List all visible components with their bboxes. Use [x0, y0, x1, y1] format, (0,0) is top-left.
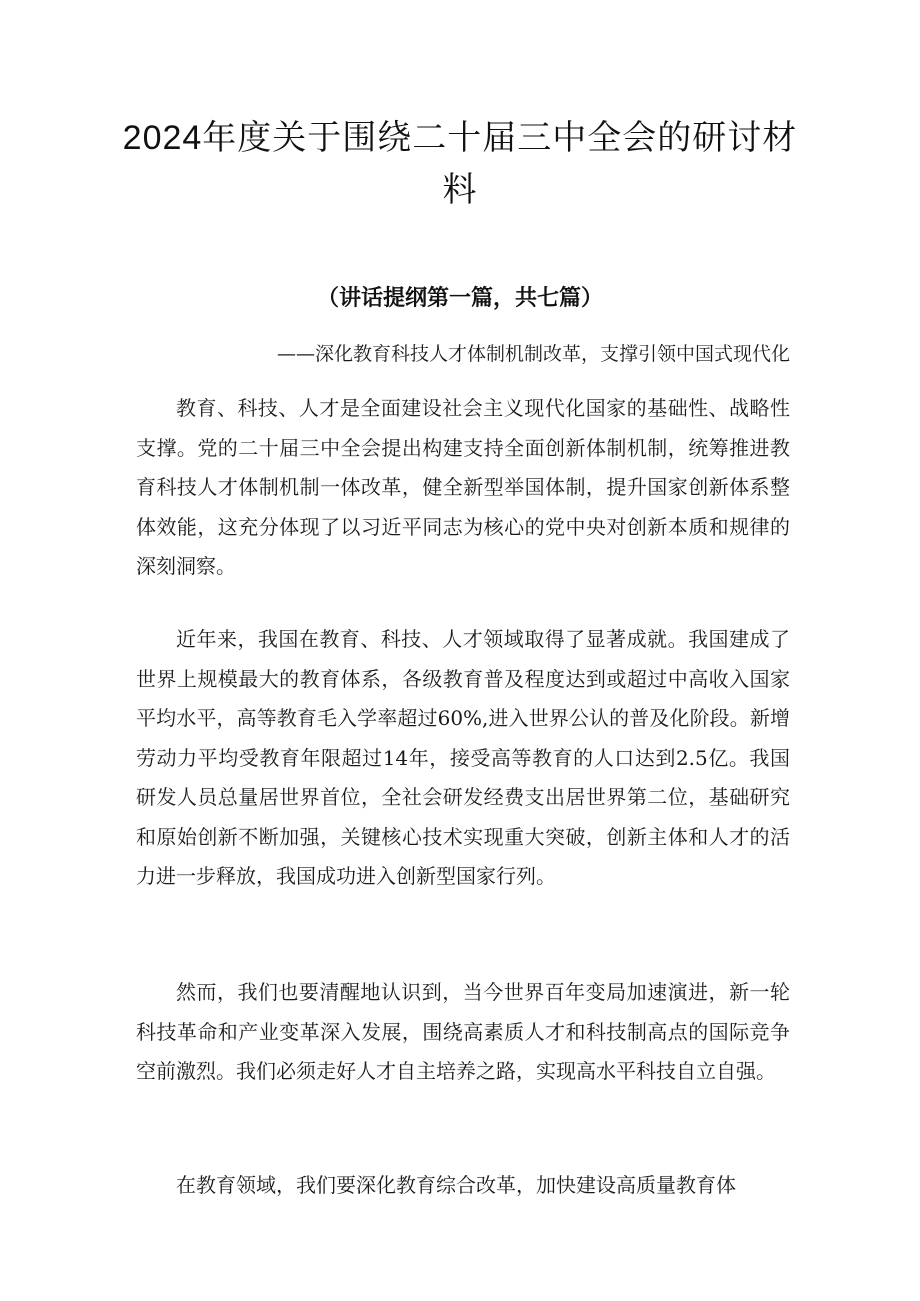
body-paragraph-4: 在教育领域，我们要深化教育综合改革，加快建设高质量教育体	[176, 1173, 736, 1197]
body-paragraph-1: 教育、科技、人才是全面建设社会主义现代化国家的基础性、战略性支撑。党的二十届三中全会提出构建支持全面创新体制机制，统筹推进教育科技人才体制机制一体改革，健全新型举国体制，提升国家创新体系整体效能，这充分体现了以习近平同志为核心的党中央对创新本质和规律的深刻洞察。	[136, 396, 790, 578]
document-title: 2024年度关于围绕二十届三中全会的研讨材料	[122, 119, 798, 209]
document-tagline: ——深化教育科技人才体制机制改革，支撑引领中国式现代化	[276, 343, 790, 365]
body-paragraph-2: 近年来，我国在教育、科技、人才领域取得了显著成就。我国建成了世界上规模最大的教育体系，各级教育普及程度达到或超过中高收入国家平均水平，高等教育毛入学率超过60%,进入世界公认的普及化阶段。新增劳动力平均受教育年限超过14年，接受高等教育的人口达到2.5亿。我国研发人员总量居世界首位，全社会研发经费支出居世界第二位，基础研究和原始创新不断加强，关键核心技术实现重大突破，创新主体和人才的活力进一步释放，我国成功进入创新型国家行列。	[136, 627, 790, 888]
document-subtitle: （讲话提纲第一篇，共七篇）	[316, 285, 603, 310]
body-paragraph-3: 然而，我们也要清醒地认识到，当今世界百年变局加速演进，新一轮科技革命和产业变革深入发展，围绕高素质人才和科技制高点的国际竞争空前激烈。我们必须走好人才自主培养之路，实现高水平科技自立自强。	[136, 980, 790, 1083]
